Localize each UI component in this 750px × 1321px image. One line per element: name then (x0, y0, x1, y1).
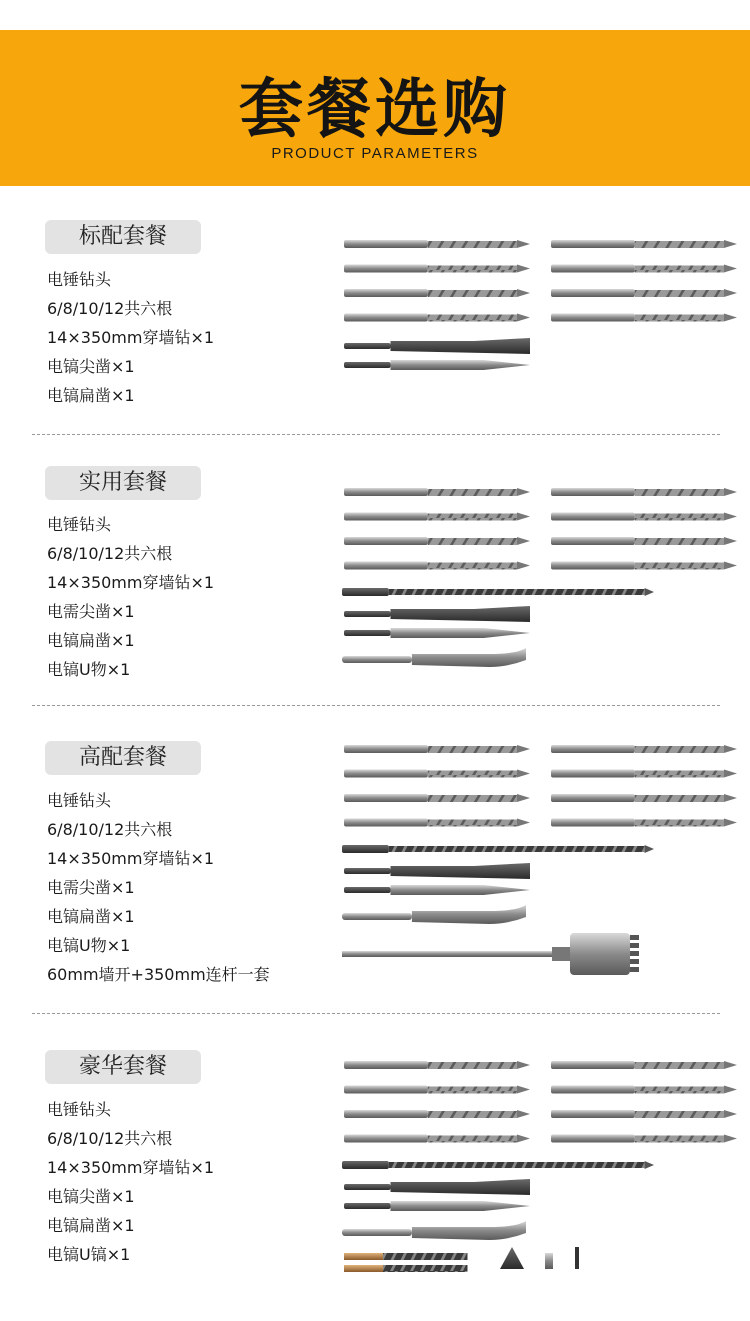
tools-illustration (340, 240, 750, 500)
list-item: 6/8/10/12共六根 (47, 544, 173, 563)
drill-bit-icon (551, 745, 737, 753)
list-item: 14×350mm穿墙钻×1 (47, 1158, 215, 1177)
list-item: 14×350mm穿墙钻×1 (47, 573, 215, 592)
accessory-icon (500, 1247, 579, 1269)
drill-bit-icon (344, 537, 530, 545)
list-item: 14×350mm穿墙钻×1 (47, 328, 215, 347)
flat-chisel-icon (344, 606, 530, 622)
u-chisel-icon (342, 1221, 526, 1240)
drill-bit-icon (551, 537, 737, 545)
list-item: 电镐U镐×1 (47, 1245, 131, 1264)
drill-bit-icon (344, 1086, 530, 1094)
tools-illustration (340, 1061, 750, 1321)
drill-bit-icon (551, 1061, 737, 1069)
list-item: 电锤钻头 (47, 270, 112, 289)
point-chisel-icon (344, 628, 530, 638)
list-item: 电镐U物×1 (47, 660, 131, 679)
drill-bit-icon (551, 1086, 737, 1094)
u-chisel-icon (342, 905, 526, 924)
package-item-list (47, 265, 214, 410)
drill-bit-icon (551, 1135, 737, 1143)
list-item: 电镐U物×1 (47, 936, 131, 955)
flat-chisel-icon (344, 1179, 530, 1195)
list-item: 电锤钻头 (47, 791, 112, 810)
list-item: 电镐扁凿×1 (47, 631, 135, 650)
list-item: 电镐尖凿×1 (47, 1187, 135, 1206)
point-chisel-icon (344, 885, 530, 895)
package-item-list (47, 786, 270, 989)
page-subtitle: PRODUCT PARAMETERS (271, 145, 479, 162)
drill-bit-icon (551, 513, 737, 521)
wall-drill-icon (342, 588, 654, 596)
package-title[interactable]: 实用套餐 (45, 466, 201, 500)
drill-bit-icon (344, 794, 530, 802)
drill-bit-icon (344, 1135, 530, 1143)
list-item: 60mm墙开+350mm连杆一套 (47, 965, 270, 984)
divider (32, 1013, 720, 1014)
tools-illustration (340, 488, 750, 748)
list-item: 6/8/10/12共六根 (47, 820, 173, 839)
list-item: 电镐扁凿×1 (47, 907, 135, 926)
drill-bit-icon (344, 745, 530, 753)
list-item: 6/8/10/12共六根 (47, 1129, 173, 1148)
drill-bit-icon (551, 314, 737, 322)
drill-bit-icon (344, 488, 530, 496)
list-item: 14×350mm穿墙钻×1 (47, 849, 215, 868)
list-item: 电镐扁凿×1 (47, 1216, 135, 1235)
drill-bit-icon (344, 819, 530, 827)
drill-bit-icon (344, 289, 530, 297)
drill-bit-icon (551, 819, 737, 827)
list-item: 电需尖凿×1 (47, 602, 135, 621)
package-title[interactable]: 豪华套餐 (45, 1050, 201, 1084)
drill-bit-icon (551, 1110, 737, 1118)
drill-bit-icon (551, 265, 737, 273)
drill-bit-icon (344, 1110, 530, 1118)
drill-bit-icon (344, 513, 530, 521)
drill-bit-icon (344, 265, 530, 273)
drill-bit-icon (551, 562, 737, 570)
list-item: 电锤钻头 (47, 515, 112, 534)
divider (32, 434, 720, 435)
flat-chisel-icon (344, 863, 530, 879)
u-chisel-icon (342, 648, 526, 667)
package-item-list (47, 510, 214, 684)
list-item: 电镐尖凿×1 (47, 357, 135, 376)
twist-drill-icon (344, 1253, 468, 1272)
point-chisel-icon (344, 360, 530, 370)
list-item: 电镐扁凿×1 (47, 386, 135, 405)
list-item: 电需尖凿×1 (47, 878, 135, 897)
package-item-list (47, 1095, 214, 1269)
list-item: 6/8/10/12共六根 (47, 299, 173, 318)
drill-bit-icon (344, 770, 530, 778)
hole-saw-icon (342, 933, 639, 975)
package-title[interactable]: 高配套餐 (45, 741, 201, 775)
drill-bit-icon (344, 562, 530, 570)
divider (32, 705, 720, 706)
package-title[interactable]: 标配套餐 (45, 220, 201, 254)
drill-bit-icon (551, 770, 737, 778)
flat-chisel-icon (344, 338, 530, 354)
drill-bit-icon (344, 314, 530, 322)
list-item: 电锤钻头 (47, 1100, 112, 1119)
tools-illustration (340, 745, 750, 1005)
wall-drill-icon (342, 845, 654, 853)
drill-bit-icon (344, 240, 530, 248)
point-chisel-icon (344, 1201, 530, 1211)
drill-bit-icon (344, 1061, 530, 1069)
drill-bit-icon (551, 289, 737, 297)
drill-bit-icon (551, 488, 737, 496)
drill-bit-icon (551, 240, 737, 248)
drill-bit-icon (551, 794, 737, 802)
page-title: 套餐选购 (239, 73, 511, 147)
wall-drill-icon (342, 1161, 654, 1169)
